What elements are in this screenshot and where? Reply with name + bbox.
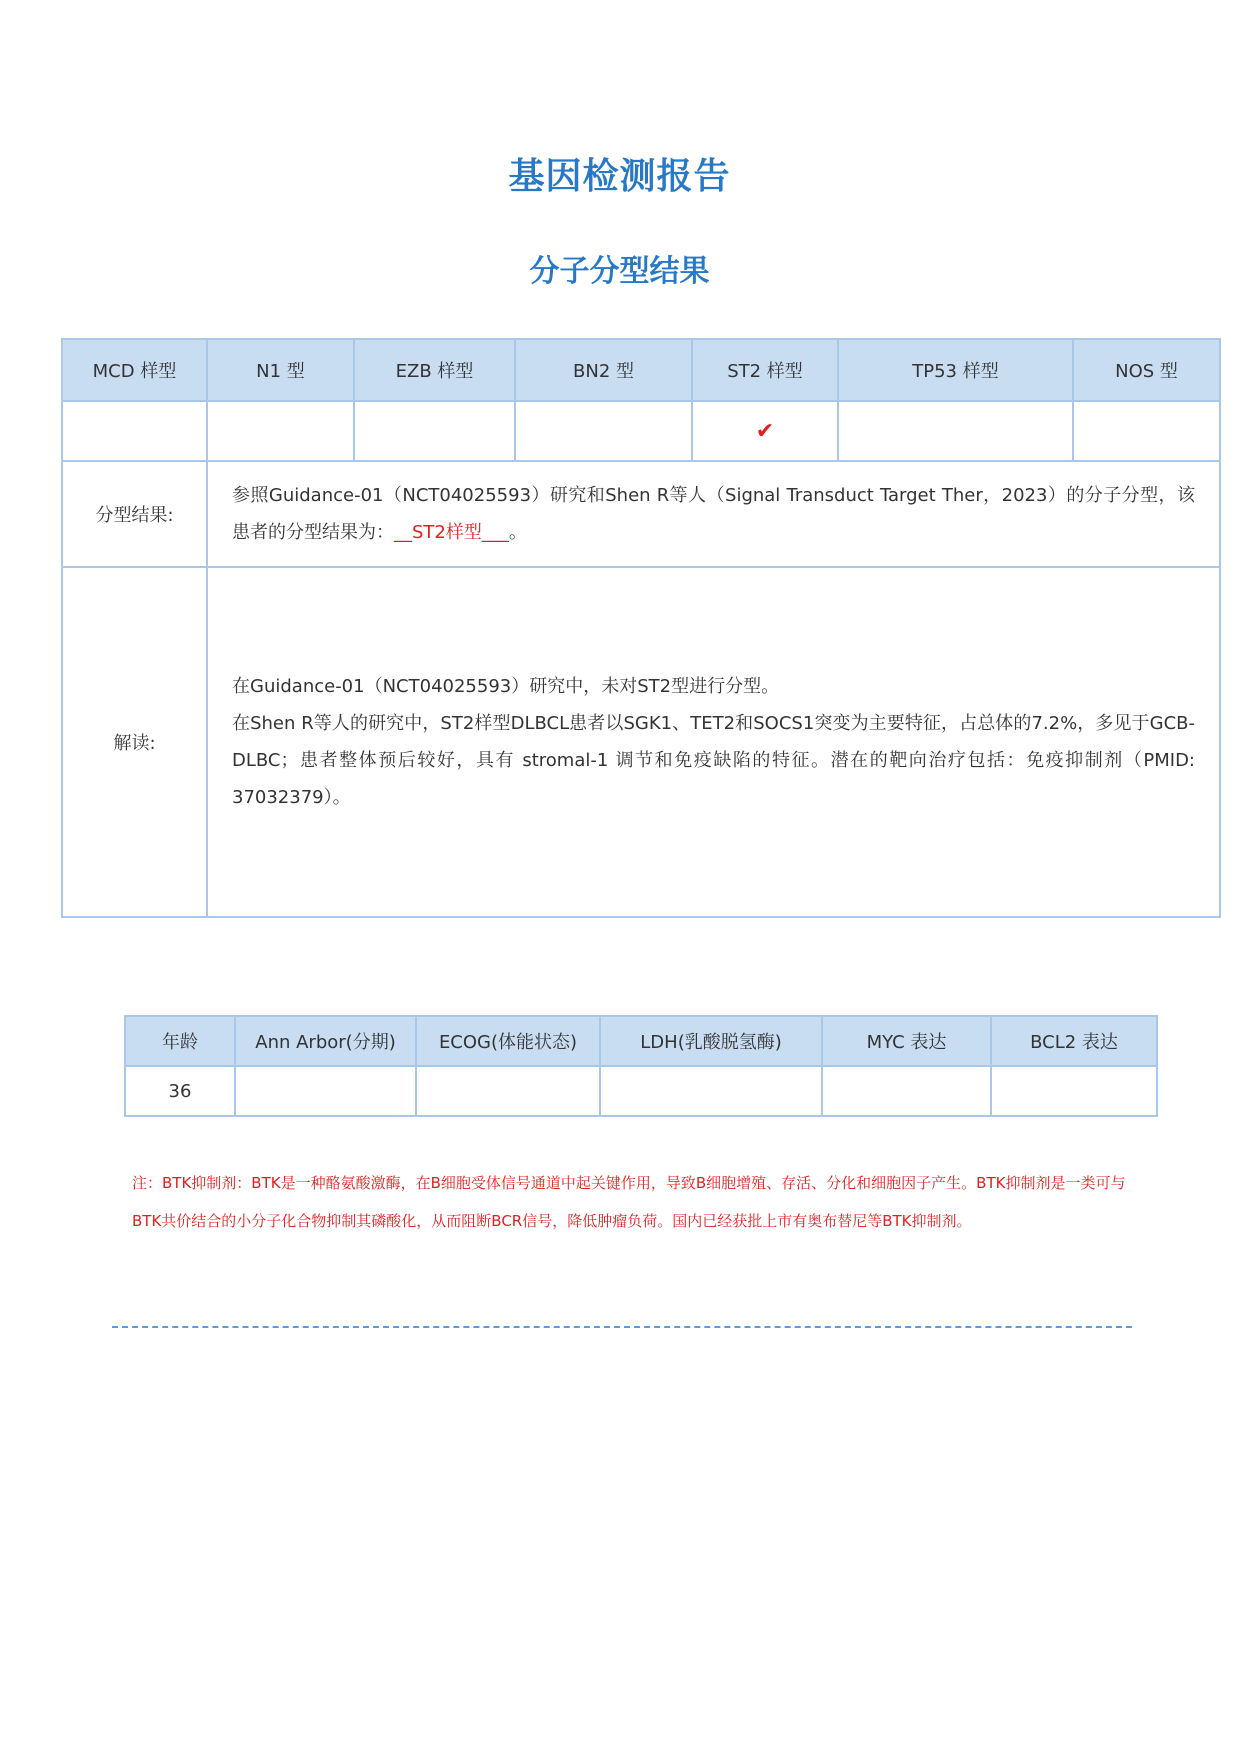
report-title: 基因检测报告	[508, 156, 731, 197]
clinical-value-stage	[235, 1066, 416, 1116]
clinical-header-row	[125, 1016, 1157, 1066]
clinical-header-stage: Ann Arbor(分期)	[235, 1016, 416, 1066]
dashed-divider	[112, 1326, 1132, 1328]
subtype-header-st2: ST2 样型	[692, 339, 838, 401]
subtype-header-n1: N1 型	[207, 339, 354, 401]
clinical-table	[124, 1015, 1158, 1117]
clinical-header-ecog: ECOG(体能状态)	[416, 1016, 600, 1066]
subtype-header-ezb: EZB 样型	[354, 339, 515, 401]
subtype-mark-cell	[515, 401, 692, 461]
result-label: 分型结果:	[62, 461, 207, 567]
subtype-header-bn2: BN2 型	[515, 339, 692, 401]
subtype-header-tp53: TP53 样型	[838, 339, 1073, 401]
subtype-header-nos: NOS 型	[1073, 339, 1220, 401]
btk-note: 注：BTK抑制剂：BTK是一种酪氨酸激酶，在B细胞受体信号通道中起关键作用，导致B细胞增殖、存活、分化和细胞因子产生。BTK抑制剂是一类可与BTK共价结合的小分子化合物抑制其磷酸化，从而阻断BCR信号，降低肿瘤负荷。国内已经获批上市有奥布替尼等BTK抑制剂。	[132, 1174, 1126, 1230]
interpretation-label: 解读:	[62, 567, 207, 917]
section-title: 分子分型结果	[529, 254, 710, 289]
interpretation-text	[207, 567, 1220, 917]
interpretation-line: 在Shen R等人的研究中，ST2样型DLBCL患者以SGK1、TET2和SOCS1突变为主要特征，占总体的7.2%，多见于GCB-DLBC；患者整体预后较好，具有 stromal-1 调节和免疫缺陷的特征。潜在的靶向治疗包括：免疫抑制剂（PMID: 37032379）。	[232, 713, 1195, 808]
result-value: __ST2样型___	[394, 522, 509, 543]
subtype-mark-row	[62, 401, 1220, 461]
subtype-mark-cell	[207, 401, 354, 461]
clinical-value-age: 36	[125, 1066, 235, 1116]
subtype-mark-cell	[692, 401, 838, 461]
clinical-value-ldh	[600, 1066, 822, 1116]
subtype-table	[61, 338, 1221, 918]
result-text-after: 。	[508, 522, 527, 543]
result-text-before: 参照Guidance-01（NCT04025593）研究和Shen R等人（Signal Transduct Target Ther，2023）的分子分型，该患者的分型结果为：	[232, 485, 1195, 543]
subtype-header-row	[62, 339, 1220, 401]
interpretation-line: 在Guidance-01（NCT04025593）研究中，未对ST2型进行分型。	[232, 676, 780, 697]
clinical-value-myc	[822, 1066, 991, 1116]
clinical-value-bcl2	[991, 1066, 1157, 1116]
result-text	[207, 461, 1220, 567]
result-row	[62, 461, 1220, 567]
check-icon: ✔	[755, 418, 775, 444]
clinical-header-ldh: LDH(乳酸脱氢酶)	[600, 1016, 822, 1066]
clinical-value-row	[125, 1066, 1157, 1116]
clinical-value-ecog	[416, 1066, 600, 1116]
subtype-mark-cell	[838, 401, 1073, 461]
clinical-header-age: 年龄	[125, 1016, 235, 1066]
subtype-header-mcd: MCD 样型	[62, 339, 207, 401]
subtype-mark-cell	[354, 401, 515, 461]
subtype-mark-cell	[1073, 401, 1220, 461]
subtype-mark-cell	[62, 401, 207, 461]
clinical-header-myc: MYC 表达	[822, 1016, 991, 1066]
interpretation-row	[62, 567, 1220, 917]
clinical-header-bcl2: BCL2 表达	[991, 1016, 1157, 1066]
